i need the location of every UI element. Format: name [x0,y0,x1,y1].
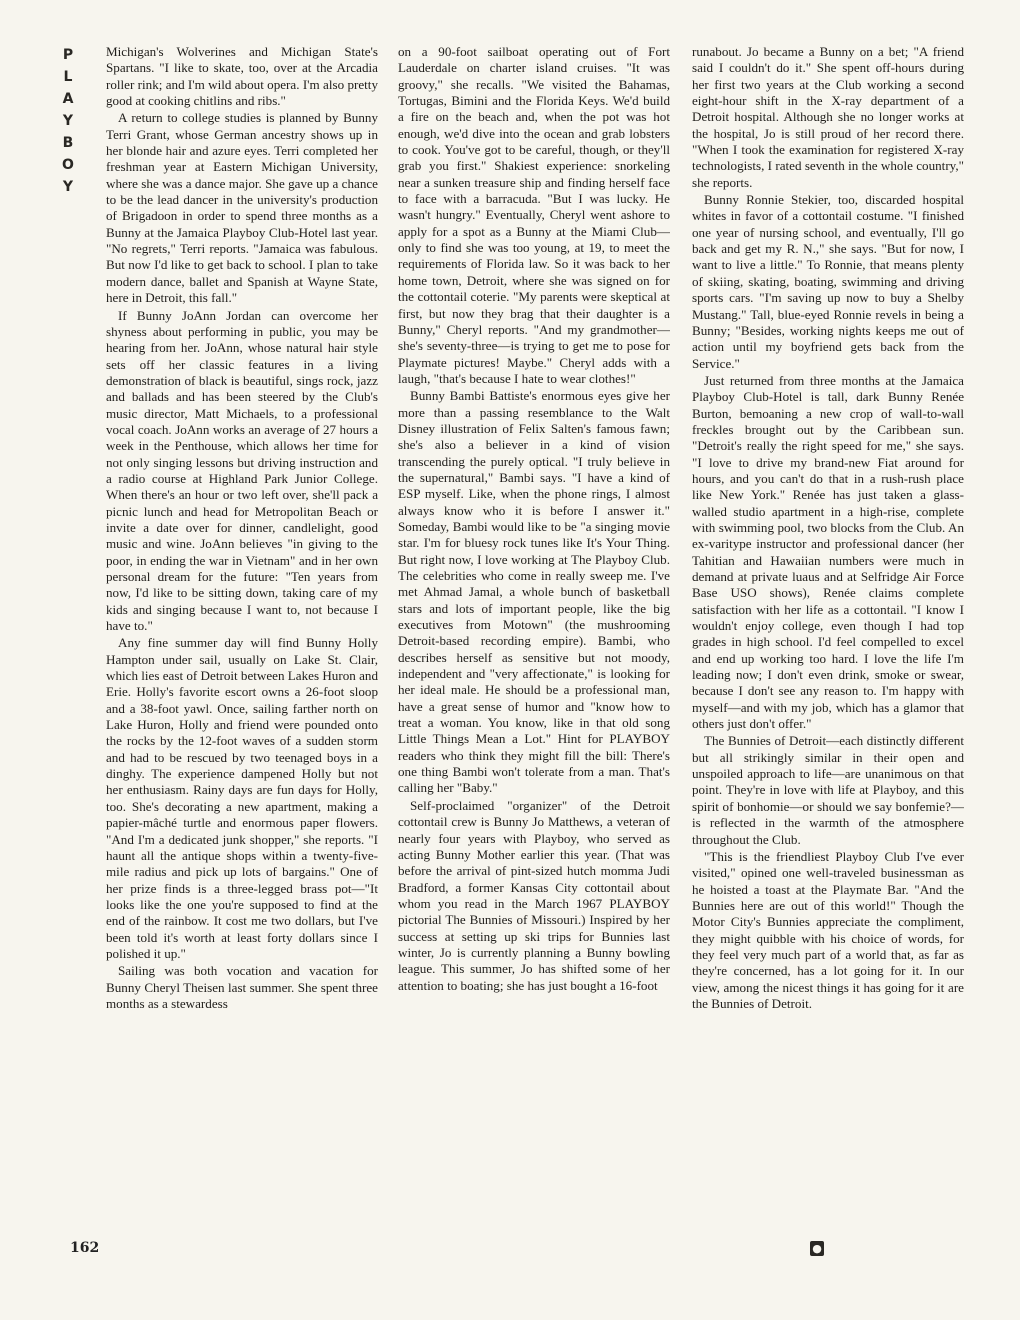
paragraph: Self-proclaimed "organizer" of the Detroit cottontail crew is Bunny Jo Matthews, a veteran of nearly four years with Playboy, who served as acting Bunny Mother earlier this year. (That was before the arrival of pint-sized hutch momma Judi Bradford, a former Kansas City cottontail about whom you read in the March 1967 PLAYBOY pictorial The Bunnies of Missouri.) Inspired by her success at setting up ski trips for Bunnies last winter, Jo is currently planning a Bunny bowling league. This summer, Jo has shifted some of her attention to boating; she has just bought a 16-foot [398,797,670,993]
paragraph: The Bunnies of Detroit—each distinctly different but all strikingly similar in their open and unspoiled approach to life—are unanimous on that point. They're in love with life at Playboy, and this spirit of bonhomie—or should we say bonfemie?—is reflected in the warmth of the atmosphere throughout the Club. [692,733,964,847]
paragraph: Any fine summer day will find Bunny Holly Hampton under sail, usually on Lake St. Clair, which lies east of Detroit between Lakes Huron and Erie. Holly's favorite escort owns a 26-foot sloop and a 38-foot yawl. Once, sailing farther north on Lake Huron, Holly and friend were pounded onto the rocks by the 12-foot waves of a sudden storm and had to be rescued by two teenaged boys in a dinghy. The experience dampened Holly but not her enthusiasm. Rainy days are fun days for Holly, too. She's decorating a new apartment, making a papier-mâché turtle and enormous paper flowers. "And I'm a dedicated junk shopper," she reports. "I haunt all the antique shops within a twenty-five-mile radius and pick up lots of bargains." One of her prize finds is a three-legged brass pot—"It looks like the one you're supposed to find at the end of the rainbow. It cost me two dollars, but I've been told it's worth at least forty dollars since I polished it up." [106,635,378,961]
logo-letter: Y [62,179,74,195]
logo-letter: O [62,157,74,173]
paragraph: Michigan's Wolverines and Michigan State's Spartans. "I like to skate, too, over at the Arcadia roller rink; and I'm wild about opera. I'm also pretty good at cooking chitlins and ribs." [106,44,378,109]
text-column-3 [692,44,964,1260]
text-column-1 [106,44,378,1260]
rabbit-head-end-mark-icon: ● [810,1241,824,1256]
paragraph: If Bunny JoAnn Jordan can overcome her shyness about performing in public, you may be hearing from her. JoAnn, whose natural hair style sets off her classic features in a living demonstration of black is beautiful, sings rock, jazz and ballads and has been steered by the Club's music director, Matt Michaels, to a professional vocal coach. JoAnn works an average of 27 hours a week in the Penthouse, which allows her time for not only singing lessons but driving instruction and a radio course at Highland Park Junior College. When there's an hour or two left over, she'll pack a picnic lunch and head for Metropolitan Beach or invite a date over for dinner, candlelight, good music and wine. JoAnn believes "in giving to the poor, in ending the war in Vietnam" and in her own personal dream for the future: "Ten years from now, I'd like to be sitting down, taking care of my kids and singing because I want to, not because I have to." [106,307,378,634]
logo-letter: B [62,135,74,151]
magazine-name-vertical [56,44,80,198]
logo-letter: P [62,47,74,63]
paragraph: Bunny Ronnie Stekier, too, discarded hospital whites in favor of a cottontail costume. "I finished one year of nursing school, and eventually, I'll go back and get my R. N.," she says. "But for now, I want to live a little." To Ronnie, that means plenty of skiing, skating, boating, swimming and driving sports cars. "I'm saving up now to buy a Shelby Mustang." Tall, blue-eyed Ronnie revels in being a Bunny; "Besides, working nights keeps me out of action until my boyfriend gets back from the Service." [692,192,964,371]
paragraph: Sailing was both vocation and vacation for Bunny Cheryl Theisen last summer. She spent three months as a stewardess [106,963,378,1011]
paragraph: A return to college studies is planned by Bunny Terri Grant, whose German ancestry shows up in her blonde hair and azure eyes. Terri completed her freshman year at Eastern Michigan University, where she was a dance major. She gave up a chance to be the lead dancer in the university's production of Brigadoon in order to spend three months as a Bunny at the Jamaica Playboy Club-Hotel last year. "No regrets," Terri reports. "Jamaica was fabulous. But now I'd like to get back to school. I plan to take modern dance, ballet and Spanish at Wayne State, here in Detroit, this fall." [106,110,378,306]
text-column-2 [398,44,670,1260]
paragraph: on a 90-foot sailboat operating out of Fort Lauderdale on charter island cruises. "It was groovy," she recalls. "We visited the Bahamas, Tortugas, Bimini and the Florida Keys. We'd build a fire on the beach and, when the pot was hot enough, we'd dive into the ocean and grab lobsters to cook. You've got to be careful, though, or they'll grab you first." Shakiest experience: snorkeling near a sunken treasure ship and finding herself face to face with a barracuda. "But I was lucky. He wasn't hungry." Eventually, Cheryl went ashore to apply for a spot as a Bunny at the Miami Club—only to find she was too young, at 19, to meet the requirements of Florida law. So it was back to her home town, Detroit, where she was signed on for the cottontail coterie. "My parents were skeptical at first, but now they brag that their daughter is a Bunny," Cheryl reports. "And my grandmother—she's seventy-three—is trying to get me to pose for Playmate pictures! Maybe." Cheryl adds with a laugh, "that's because I hate to wear clothes!" [398,44,670,386]
paragraph: runabout. Jo became a Bunny on a bet; "A friend said I couldn't do it." She spent off-hours during her first two years at the Club working a second eight-hour shift in the X-ray department of a Detroit hospital. Although she no longer works at the hospital, Jo is still proud of her record there. "When I took the examination for registered X-ray technologists, I rated seventh in the whole country," she reports. [692,44,964,190]
page-number: 162 [70,1240,100,1256]
logo-letter: A [62,91,74,107]
paragraph: "This is the friendliest Playboy Club I've ever visited," opined one well-traveled businessman as he hoisted a toast at the Playmate Bar. "And the Bunnies here are out of this world!" Though the Motor City's Bunnies appreciate the compliment, they might quibble with his choice of words, for they feel very much part of a world that, as far as they're concerned, has a lot going for it. In our view, among the nicest things it has going for it are the Bunnies of Detroit. [692,848,964,1011]
paragraph: Just returned from three months at the Jamaica Playboy Club-Hotel is tall, dark Bunny Renée Burton, bemoaning a new crop of wall-to-wall freckles brought out by the Caribbean sun. "Detroit's really the right speed for me," she says. "I love to drive my brand-new Fiat around for hours, and you can't do that in a rush-rush place like New York." Renée has just taken a glass-walled studio apartment in a high-rise, complete with swimming pool, two blocks from the Club. An ex-varitype instructor and professional dancer (her Tahitian and Hawaiian numbers were much in demand at private luaus and at Selfridge Air Force Base USO shows), Renée claims complete satisfaction with her life as a cottontail. "I know I wouldn't enjoy college, even though I had top grades in high school. I'd feel compelled to excel and end up working too hard. I love the life I'm leading now; I don't even drink, smoke or swear, because I don't see any reason to. I'm happy with myself—and with my job, which has a glamor that others just don't offer." [692,372,964,732]
logo-letter: L [63,69,73,85]
logo-letter: Y [62,113,74,129]
paragraph: Bunny Bambi Battiste's enormous eyes give her more than a passing resemblance to the Walt Disney illustration of Felix Salten's famous fawn; she's also a believer in a kind of vision transcending the purely optical. "I truly believe in the supernatural," Bambi says. "I have a kind of ESP myself. Like, when the phone rings, I almost always know who it is before I answer it." Someday, Bambi would like to be "a singing movie star. I'm for bluesy rock tunes like It's Your Thing. But right now, I love working at The Playboy Club. The celebrities who come in really sweep me. I've met Ahmad Jamal, a whole bunch of basketball stars and lots of important people, like the big executives from Motown" (the mushrooming Detroit-based recording empire). Bambi, who describes herself as sensitive but not moody, independent and "very affectionate," is looking for her ideal male. He should be a professional man, have a great sense of humor and "know how to treat a woman. You know, like in that old song Little Things Mean a Lot." Hint for PLAYBOY readers who think they might fill the bill: There's one thing Bambi won't tolerate from a man. That's calling her "Baby." [398,388,670,796]
